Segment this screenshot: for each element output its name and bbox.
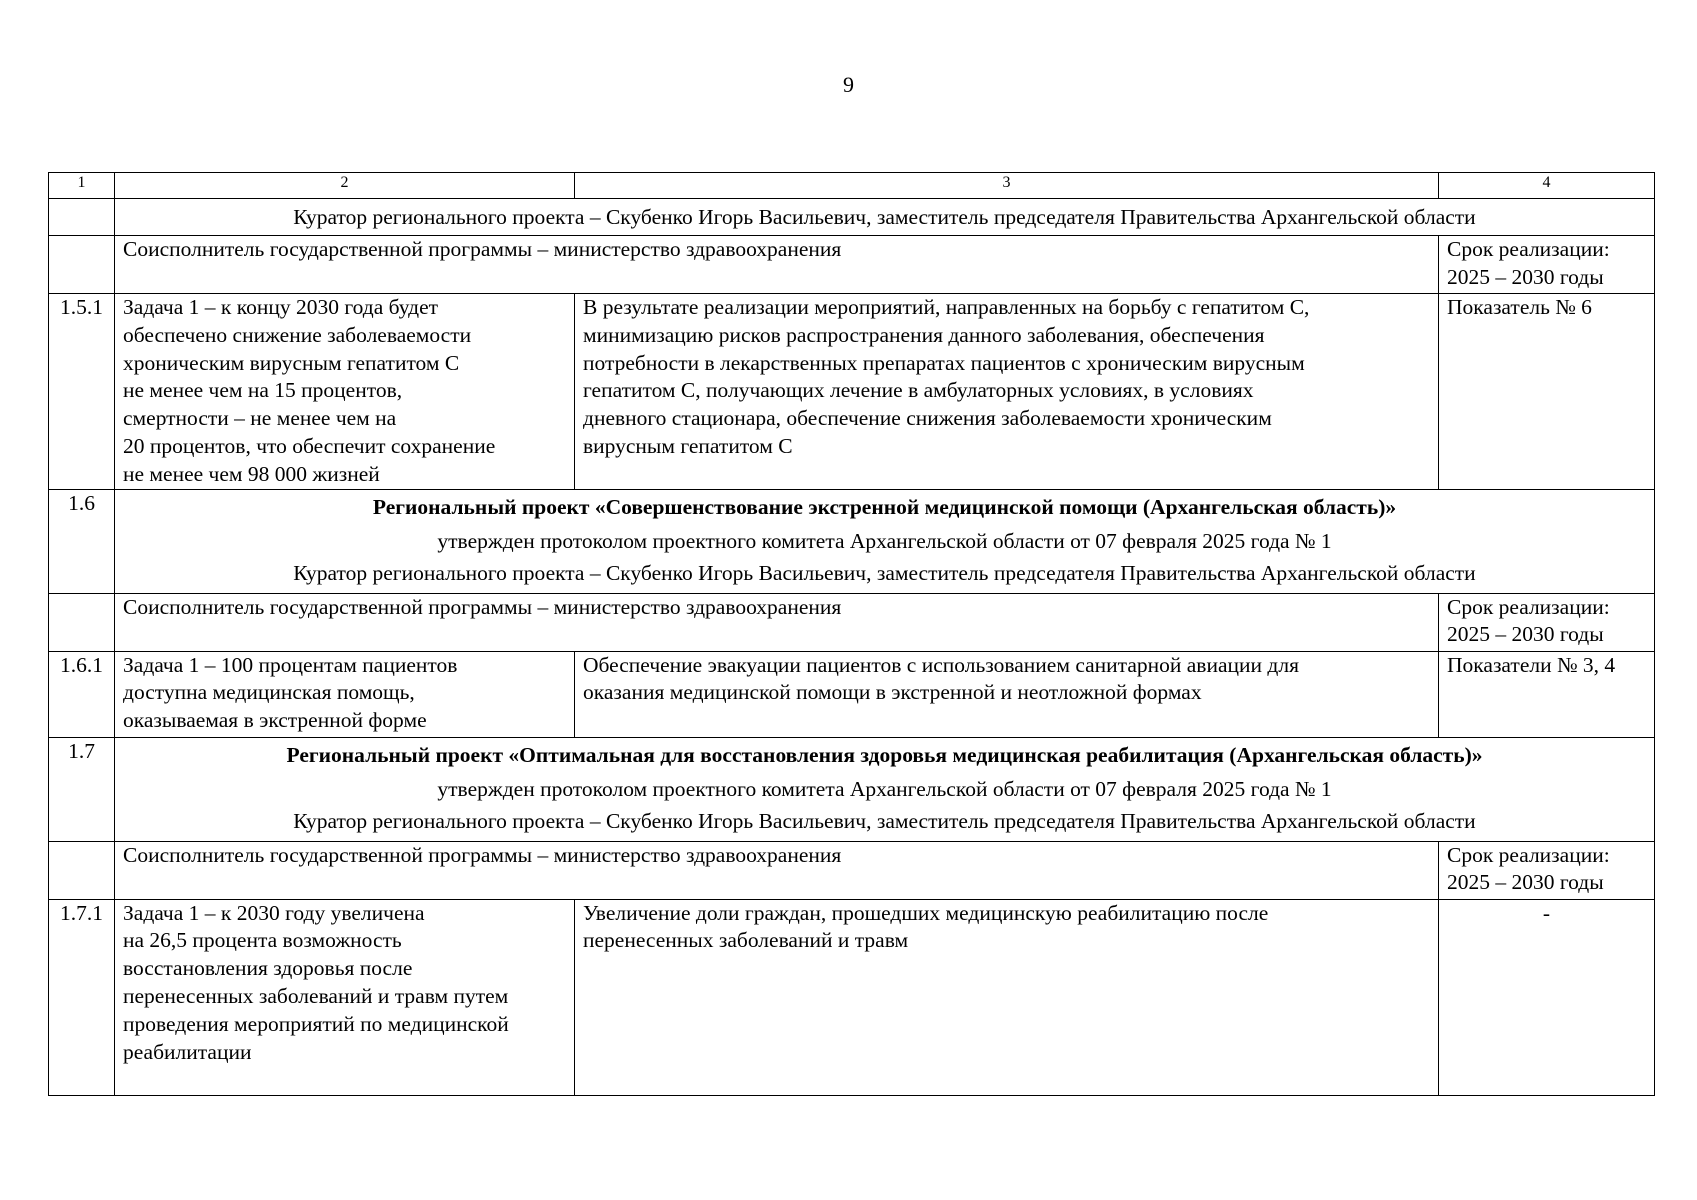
project-approval: утвержден протоколом проектного комитета Архангельской области от 07 февраля 2025 года № 1 xyxy=(437,776,1332,801)
task-text: Задача 1 – к 2030 году увеличена на 26,5 процента возможность восстановления здоровья после перенесенных заболеваний и травм путем проведения мероприятий по медицинской реабилитации xyxy=(115,899,575,1095)
project-header xyxy=(115,489,1655,593)
row-number: 1.7.1 xyxy=(49,899,115,1095)
term-text: Срок реализации: 2025 – 2030 годы xyxy=(1439,841,1655,899)
coexecutor-row xyxy=(49,236,1655,294)
project-curator: Куратор регионального проекта – Скубенко Игорь Васильевич, заместитель председателя Правительства Архангельской области xyxy=(293,808,1476,833)
column-number-1: 1 xyxy=(49,173,115,199)
column-number-2: 2 xyxy=(115,173,575,199)
row-number: 1.5.1 xyxy=(49,294,115,490)
column-number-4: 4 xyxy=(1439,173,1655,199)
program-structure-table xyxy=(48,172,1655,1096)
row-number: 1.7 xyxy=(49,737,115,841)
row-number: 1.6 xyxy=(49,489,115,593)
term-text: Срок реализации: 2025 – 2030 годы xyxy=(1439,593,1655,651)
indicator-text: - xyxy=(1439,899,1655,1095)
project-header xyxy=(115,737,1655,841)
task-text: Задача 1 – 100 процентам пациентов доступна медицинская помощь, оказываемая в экстренной форме xyxy=(115,651,575,737)
task-row xyxy=(49,899,1655,1095)
empty-num-cell xyxy=(49,841,115,899)
result-text: В результате реализации мероприятий, направленных на борьбу с гепатитом С, минимизацию рисков распространения данного заболевания, обеспечения потребности в лекарственных препаратах пациентов с хроническим вирусным гепатитом С, получающих лечение в амбулаторных условиях, в условиях дневного стационара, обеспечение снижения заболеваемости хроническим вирусным гепатитом С xyxy=(575,294,1439,490)
column-number-3: 3 xyxy=(575,173,1439,199)
page-number: 9 xyxy=(843,72,854,97)
coexecutor-text: Соисполнитель государственной программы – министерство здравоохранения xyxy=(115,841,1439,899)
result-text: Обеспечение эвакуации пациентов с использованием санитарной авиации для оказания медицинской помощи в экстренной и неотложной формах xyxy=(575,651,1439,737)
indicator-text: Показатели № 3, 4 xyxy=(1439,651,1655,737)
project-title: Региональный проект «Оптимальная для восстановления здоровья медицинская реабилитация (Архангельская область)» xyxy=(286,742,1483,767)
empty-num-cell xyxy=(49,199,115,236)
indicator-text: Показатель № 6 xyxy=(1439,294,1655,490)
project-approval: утвержден протоколом проектного комитета Архангельской области от 07 февраля 2025 года № 1 xyxy=(437,528,1332,553)
term-text: Срок реализации: 2025 – 2030 годы xyxy=(1439,236,1655,294)
coexecutor-row xyxy=(49,593,1655,651)
project-row xyxy=(49,489,1655,593)
column-number-row xyxy=(49,173,1655,199)
task-row xyxy=(49,294,1655,490)
row-number: 1.6.1 xyxy=(49,651,115,737)
task-row xyxy=(49,651,1655,737)
project-curator: Куратор регионального проекта – Скубенко Игорь Васильевич, заместитель председателя Правительства Архангельской области xyxy=(293,560,1476,585)
result-text: Увеличение доли граждан, прошедших медицинскую реабилитацию после перенесенных заболеваний и травм xyxy=(575,899,1439,1095)
coexecutor-row xyxy=(49,841,1655,899)
project-row xyxy=(49,737,1655,841)
task-text: Задача 1 – к концу 2030 года будет обеспечено снижение заболеваемости хроническим вирусным гепатитом С не менее чем на 15 процентов, смертности – не менее чем на 20 процентов, что обеспечит сохранение не менее чем 98 000 жизней xyxy=(115,294,575,490)
empty-num-cell xyxy=(49,593,115,651)
coexecutor-text: Соисполнитель государственной программы – министерство здравоохранения xyxy=(115,593,1439,651)
curator-row xyxy=(49,199,1655,236)
coexecutor-text: Соисполнитель государственной программы – министерство здравоохранения xyxy=(115,236,1439,294)
project-title: Региональный проект «Совершенствование экстренной медицинской помощи (Архангельская область)» xyxy=(372,494,1397,519)
curator-text: Куратор регионального проекта – Скубенко Игорь Васильевич, заместитель председателя Правительства Архангельской области xyxy=(115,199,1655,236)
empty-num-cell xyxy=(49,236,115,294)
